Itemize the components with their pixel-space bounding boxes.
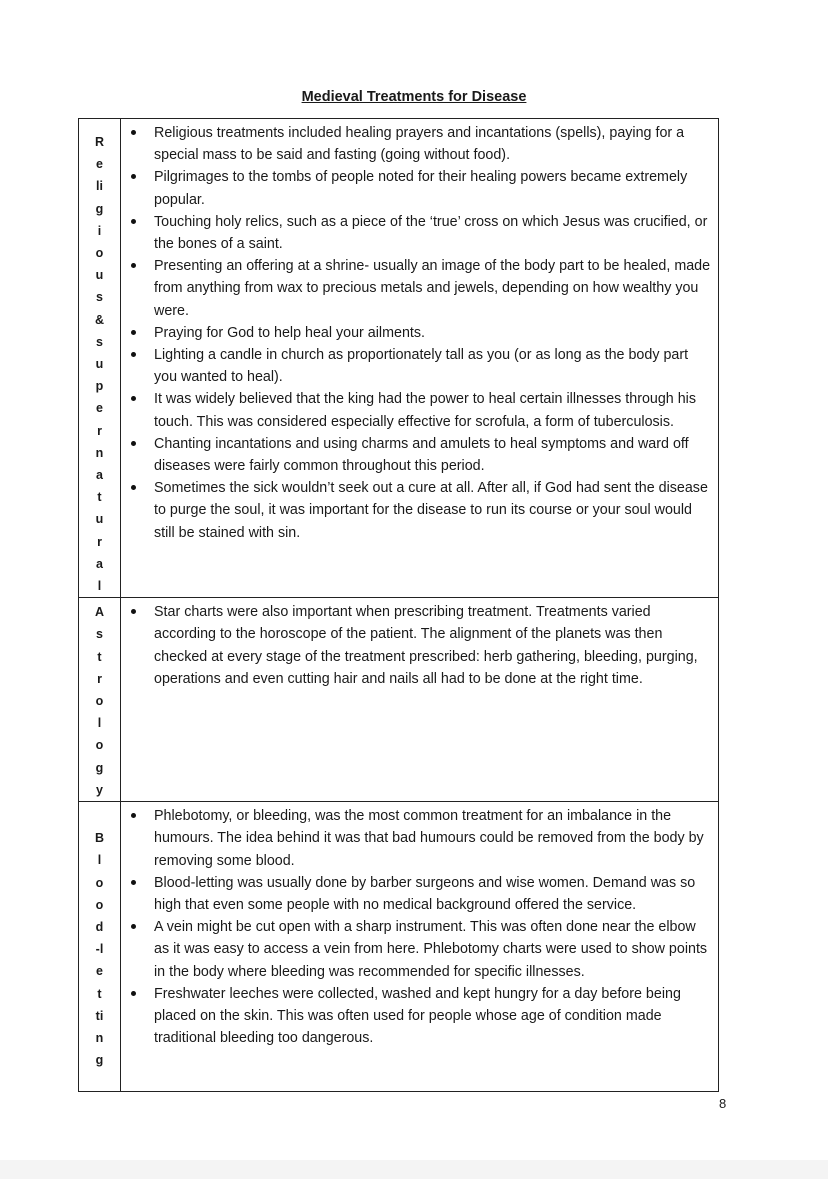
list-item: A vein might be cut open with a sharp instrument. This was often done near the elbow as it was easy to access a vein from here. Phlebotomy charts were used to show points in the body where bleeding was recommended for specific illnesses. — [154, 916, 712, 983]
page-number: 8 — [719, 1096, 727, 1111]
list-item: Chanting incantations and using charms and amulets to heal symptoms and ward off diseases were fairly common throughout this period. — [154, 433, 712, 477]
heading-letter: o — [95, 738, 104, 753]
bullet-list — [121, 802, 718, 1051]
heading-letter: ti — [95, 1008, 104, 1023]
heading-letter: p — [95, 379, 104, 394]
list-item: Pilgrimages to the tombs of people noted for their healing powers became extremely popular. — [154, 166, 712, 210]
heading-letter: i — [97, 223, 102, 238]
heading-letter: l — [97, 853, 102, 868]
heading-letter: a — [96, 468, 103, 483]
heading-letter: r — [97, 423, 102, 438]
heading-letter: t — [97, 649, 102, 664]
vertical-heading — [79, 119, 120, 597]
bullet-list — [121, 598, 718, 692]
heading-letter: & — [94, 312, 105, 327]
heading-letter: r — [97, 534, 102, 549]
table-row — [79, 802, 719, 1092]
list-item: Lighting a candle in church as proportionately tall as you (or as long as the body part you wanted to heal). — [154, 344, 712, 388]
list-item: Religious treatments included healing prayers and incantations (spells), paying for a special mass to be said and fasting (going without food). — [154, 122, 712, 166]
list-item: Phlebotomy, or bleeding, was the most common treatment for an imbalance in the humours. The idea behind it was that bad humours could be removed from the body by removing some blood. — [154, 805, 712, 872]
treatments-table — [78, 118, 719, 1092]
heading-letter: s — [96, 334, 103, 349]
vertical-heading — [79, 598, 120, 801]
heading-letter: l — [97, 716, 102, 731]
vertical-heading — [79, 802, 120, 1071]
heading-letter: u — [95, 357, 104, 372]
heading-letter: g — [95, 1053, 104, 1068]
heading-letter: t — [97, 986, 102, 1001]
bullet-list — [121, 119, 718, 546]
heading-letter: s — [96, 627, 103, 642]
heading-letter: a — [96, 556, 103, 571]
list-item: Touching holy relics, such as a piece of the ‘true’ cross on which Jesus was crucified, or the bones of a saint. — [154, 211, 712, 255]
heading-letter: e — [96, 964, 103, 979]
table-row — [79, 598, 719, 802]
heading-letter: g — [95, 201, 104, 216]
row-heading-cell — [79, 598, 121, 802]
heading-letter: r — [97, 671, 102, 686]
heading-letter: e — [96, 401, 103, 416]
heading-letter: o — [95, 246, 104, 261]
heading-letter: s — [96, 290, 103, 305]
row-heading-cell — [79, 119, 121, 598]
row-content-cell — [121, 802, 719, 1092]
heading-letter: li — [96, 179, 103, 194]
heading-letter: B — [94, 831, 105, 846]
list-item: It was widely believed that the king had the power to heal certain illnesses through his touch. This was considered especially effective for scrofula, a form of tuberculosis. — [154, 388, 712, 432]
heading-letter: n — [95, 445, 104, 460]
heading-letter: -l — [95, 942, 104, 957]
heading-letter: o — [95, 897, 104, 912]
heading-letter: l — [97, 579, 102, 594]
heading-letter: n — [95, 1030, 104, 1045]
row-content-cell — [121, 119, 719, 598]
heading-letter: u — [95, 512, 104, 527]
list-item: Star charts were also important when prescribing treatment. Treatments varied according to the horoscope of the patient. The alignment of the planets was then checked at every stage of the treatment prescribed: herb gathering, bleeding, purging, operations and even cutting hair and nails all had to be done at the right time. — [154, 601, 712, 690]
list-item: Blood-letting was usually done by barber surgeons and wise women. Demand was so high that even some people with no medical background offered the service. — [154, 872, 712, 916]
heading-letter: o — [95, 694, 104, 709]
heading-letter: g — [95, 760, 104, 775]
list-item: Praying for God to help heal your ailments. — [154, 322, 712, 344]
heading-letter: d — [95, 919, 104, 934]
heading-letter: y — [96, 782, 103, 797]
heading-letter: A — [94, 605, 105, 620]
heading-letter: R — [94, 135, 105, 149]
heading-letter: e — [96, 157, 103, 172]
row-heading-cell — [79, 802, 121, 1092]
list-item: Presenting an offering at a shrine- usually an image of the body part to be healed, made from anything from wax to precious metals and jewels, depending on how wealthy you were. — [154, 255, 712, 322]
list-item: Freshwater leeches were collected, washed and kept hungry for a day before being placed on the skin. This was often used for people whose age of condition made traditional bleeding too dangerous. — [154, 983, 712, 1050]
table-row — [79, 119, 719, 598]
page-title: Medieval Treatments for Disease — [301, 89, 527, 105]
row-content-cell — [121, 598, 719, 802]
heading-letter: o — [95, 875, 104, 890]
heading-letter: t — [97, 490, 102, 505]
list-item: Sometimes the sick wouldn’t seek out a cure at all. After all, if God had sent the disease to purge the soul, it was important for the disease to run its course or your soul would still be stained with sin. — [154, 477, 712, 544]
heading-letter: u — [95, 268, 104, 283]
